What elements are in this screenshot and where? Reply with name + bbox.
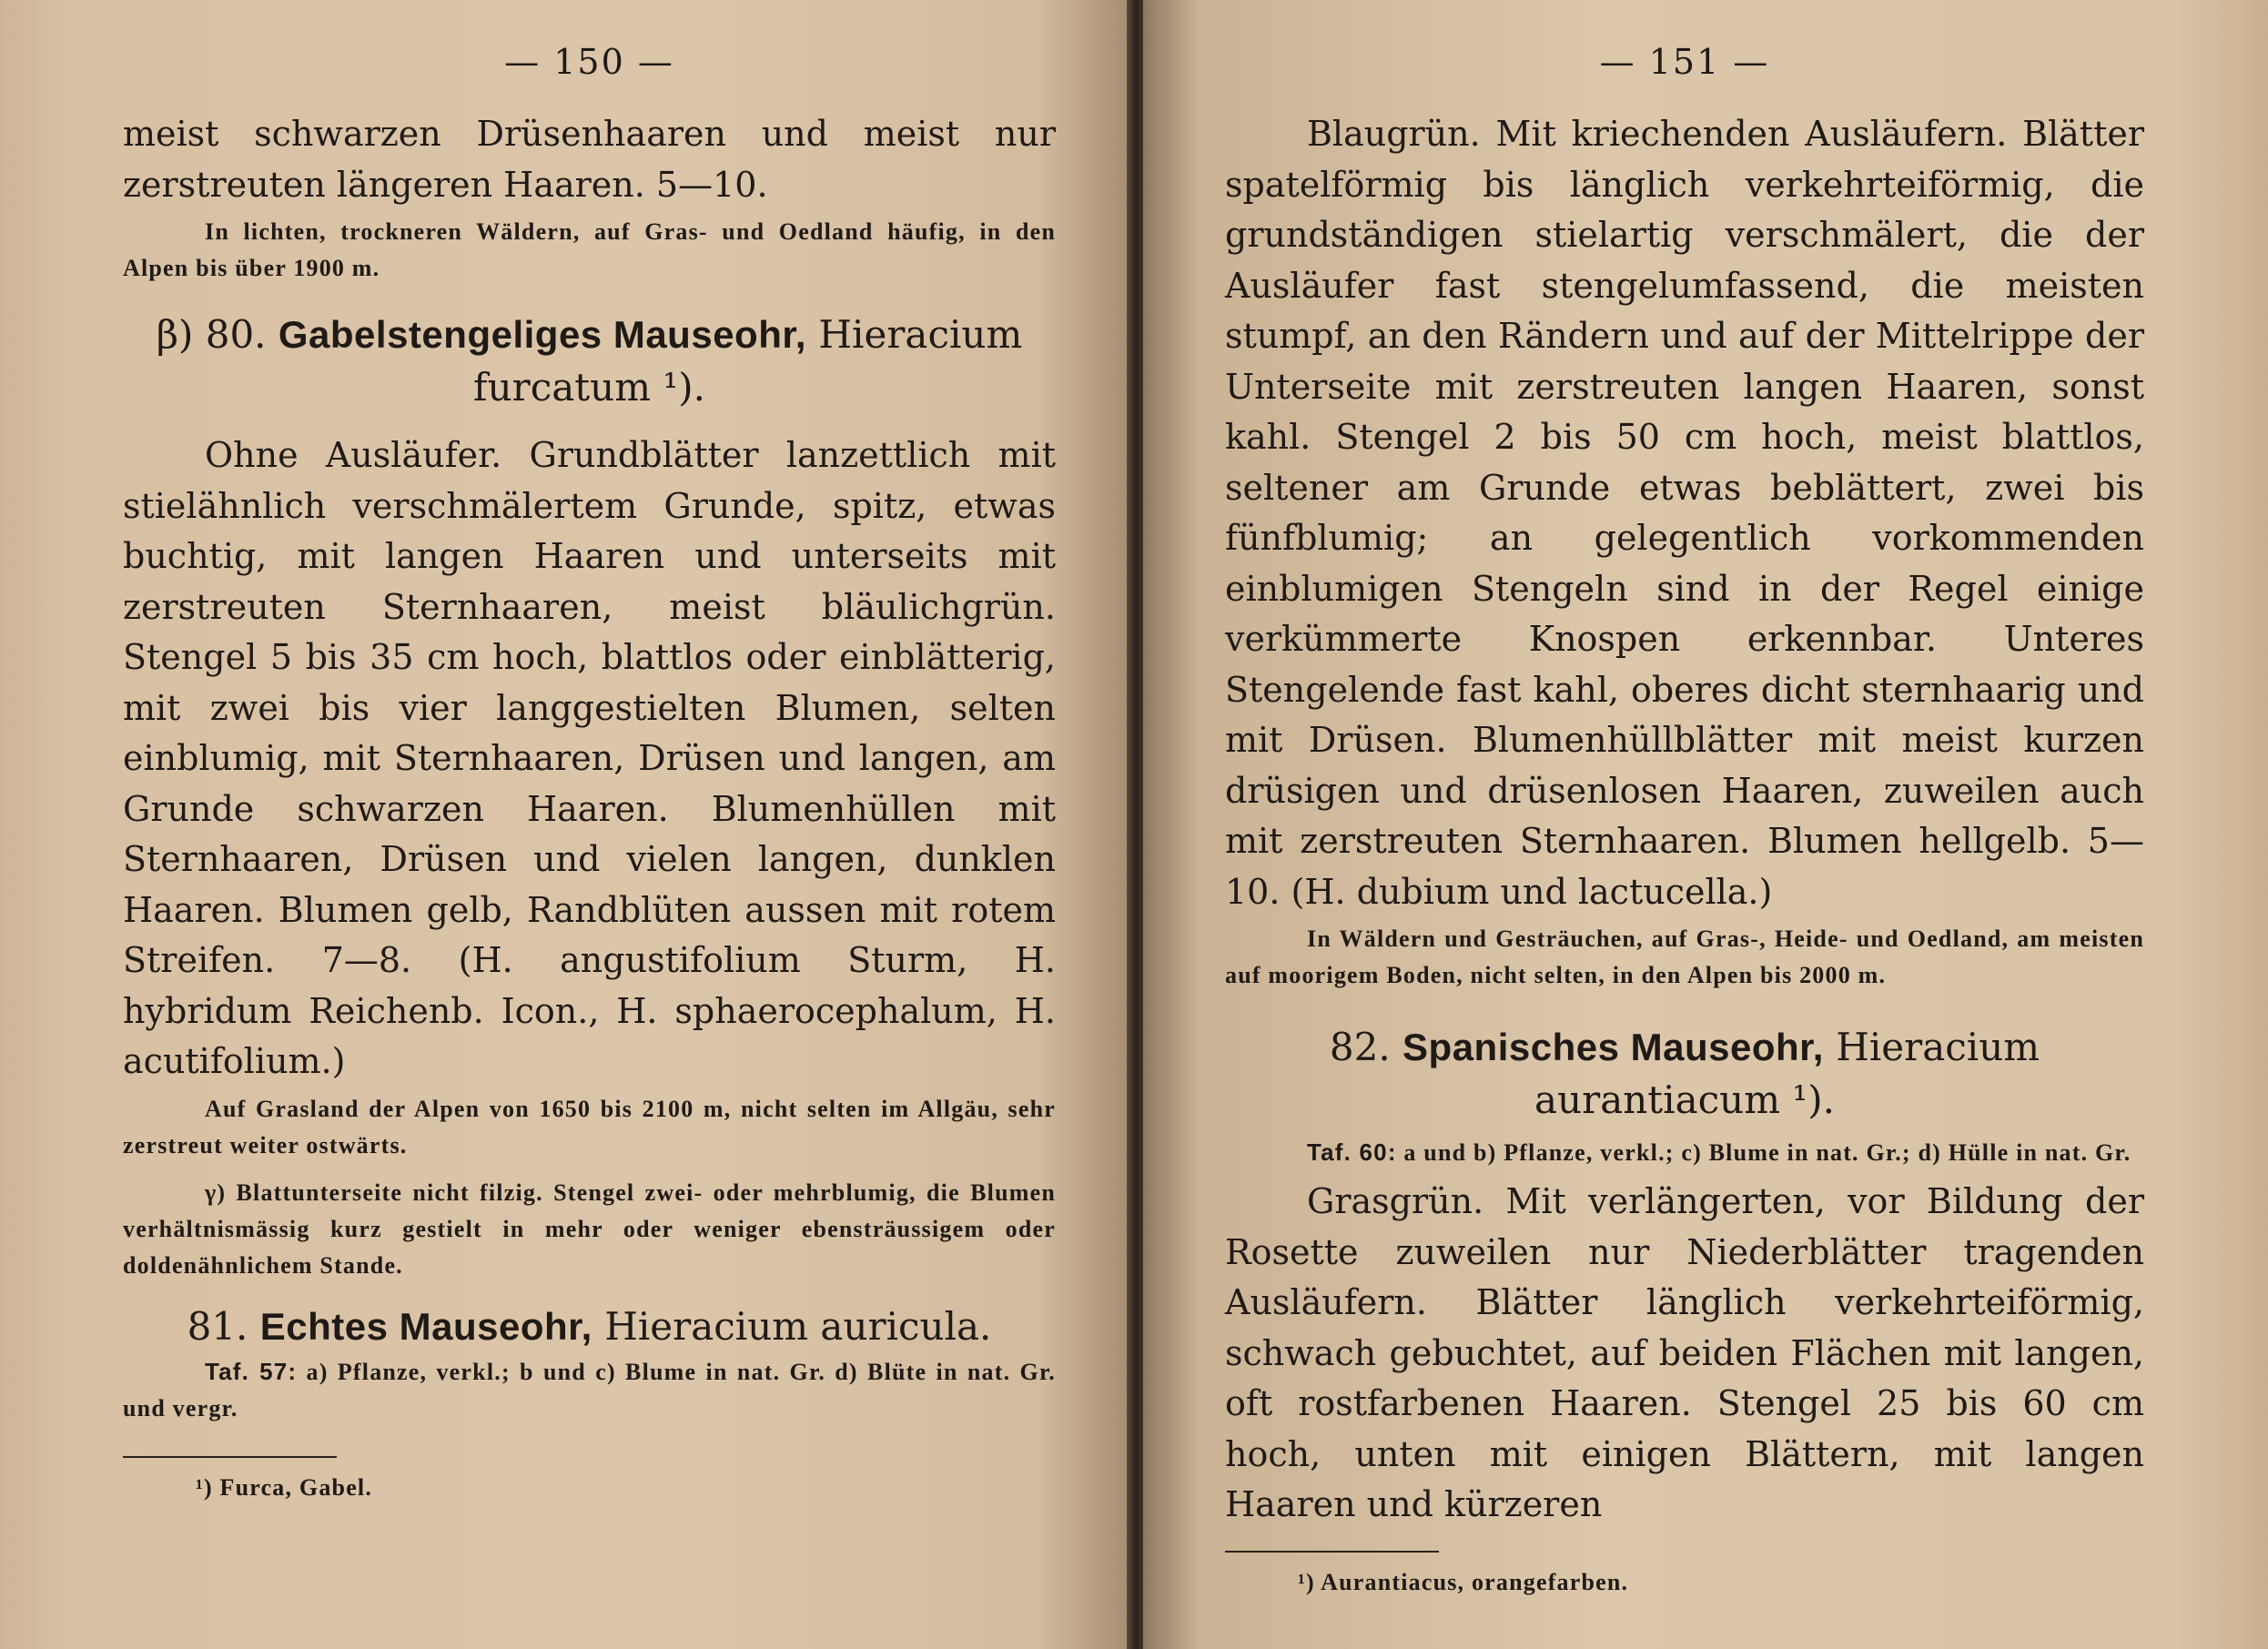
habitat-note: Auf Grasland der Alpen von 1650 bis 2100 m, nicht selten im Allgäu, sehr zerstreut weiter ostwärts.	[123, 1095, 1056, 1158]
footnote-divider	[1225, 1551, 1439, 1553]
species-heading-81	[123, 1300, 1056, 1353]
plate-text: a und b) Pflanze, verkl.; c) Blume in nat. Gr.; d) Hülle in nat. Gr.	[1403, 1139, 2131, 1166]
continued-paragraph: meist schwarzen Drüsenhaaren und meist nur zerstreuten längeren Haaren. 5—10.	[123, 114, 1056, 205]
species-latin-name: Hieracium furcatum ¹).	[473, 312, 1023, 410]
species-common-name: Echtes Mauseohr,	[259, 1304, 592, 1348]
plate-text: a) Pflanze, verkl.; b und c) Blume in nat. Gr. d) Blüte in nat. Gr. und vergr.	[123, 1358, 1056, 1421]
page-number: — 151 —	[1599, 42, 1770, 82]
species-description-80: Ohne Ausläufer. Grundblätter lanzettlich mit stielähnlich verschmälertem Grunde, spitz, etwas buchtig, mit langen Haaren und unterseits mit zerstreuten Sternhaaren, meist bläulichgrün. Stengel 5 bis 35 cm hoch, blattlos oder einblätterig, mit zwei bis vier langgestielten Blumen, selten einblumig, mit Sternhaaren, Drüsen und langen, am Grunde schwarzen Haaren. Blumenhüllen mit Sternhaaren, Drüsen und vielen langen, dunklen Haaren. Blumen gelb, Randblüten aussen mit rotem Streifen. 7—8. (H. angustifolium Sturm, H. hybridum Reichenb. Icon., H. sphaerocephalum, H. acutifolium.)	[123, 435, 1056, 1081]
plate-label: Taf. 57:	[205, 1357, 298, 1385]
species-heading-82	[1225, 1021, 2144, 1127]
key-gamma-text: γ) Blattunterseite nicht filzig. Stengel zwei- oder mehrblumig, die Blumen verhältnismässig kurz gestielt in mehr oder weniger ebensträussigem oder doldenähnlichem Stande.	[123, 1179, 1056, 1279]
heading-prefix: β) 80.	[156, 312, 267, 357]
page-number: — 150 —	[504, 42, 674, 82]
plate-label: Taf. 60:	[1307, 1138, 1397, 1166]
plate-reference	[123, 1353, 1056, 1427]
species-common-name: Spanisches Mauseohr,	[1402, 1026, 1824, 1068]
footnote: ¹) Furca, Gabel.	[196, 1473, 373, 1501]
heading-prefix: 82.	[1329, 1025, 1391, 1069]
right-page	[1143, 0, 2268, 1649]
species-heading-80	[123, 309, 1056, 414]
species-latin-name: Hieracium auricula.	[604, 1303, 992, 1349]
footnote-divider	[123, 1456, 337, 1458]
species-latin-name: Hieracium aurantiacum ¹).	[1534, 1025, 2040, 1122]
habitat-note: In Wäldern und Gesträuchen, auf Gras-, Heide- und Oedland, am meisten auf moorigem Boden, nicht selten, in den Alpen bis 2000 m.	[1225, 926, 2144, 988]
species-description-81: Blaugrün. Mit kriechenden Ausläufern. Blätter spatelförmig bis länglich verkehrteiförmig, die grundständigen stielartig verschmälert, die der Ausläufer fast stengelumfassend, die meisten stumpf, an den Rändern und auf der Mittelrippe der Unterseite mit zerstreuten langen Haaren, sonst kahl. Stengel 2 bis 50 cm hoch, meist blattlos, seltener am Grunde etwas beblättert, zwei bis fünfblumig; an gelegentlich vorkommenden einblumigen Stengeln sind in der Regel einige verkümmerte Knospen erkennbar. Unteres Stengelende fast kahl, oberes dicht sternhaarig und mit Drüsen. Blumenhüllblätter mit meist kurzen drüsigen und drüsenlosen Haaren, zuweilen auch mit zerstreuten Sternhaaren. Blumen hellgelb. 5—10. (H. dubium und lactucella.)	[1225, 114, 2144, 912]
heading-prefix: 81.	[187, 1303, 248, 1349]
footnote: ¹) Aurantiacus, orangefarben.	[1298, 1568, 1629, 1595]
species-description-82: Grasgrün. Mit verlängerten, vor Bildung der Rosette zuweilen nur Niederblätter tragenden Ausläufern. Blätter länglich verkehrteiförmig, schwach gebuchtet, auf beiden Flächen mit langen, oft rostfarbenen Haaren. Stengel 25 bis 60 cm hoch, unten mit einigen Blättern, mit langen Haaren und kürzeren	[1225, 1181, 2144, 1524]
book-gutter	[1127, 0, 1145, 1649]
right-page-text	[1225, 0, 2144, 1596]
left-page	[0, 0, 1129, 1649]
plate-reference	[1225, 1134, 2144, 1171]
species-common-name: Gabelstengeliges Mauseohr,	[278, 313, 807, 356]
left-page-text	[123, 0, 1056, 1502]
habitat-note: In lichten, trockneren Wäldern, auf Gras- und Oedland häufig, in den Alpen bis über 1900 m.	[123, 218, 1056, 281]
